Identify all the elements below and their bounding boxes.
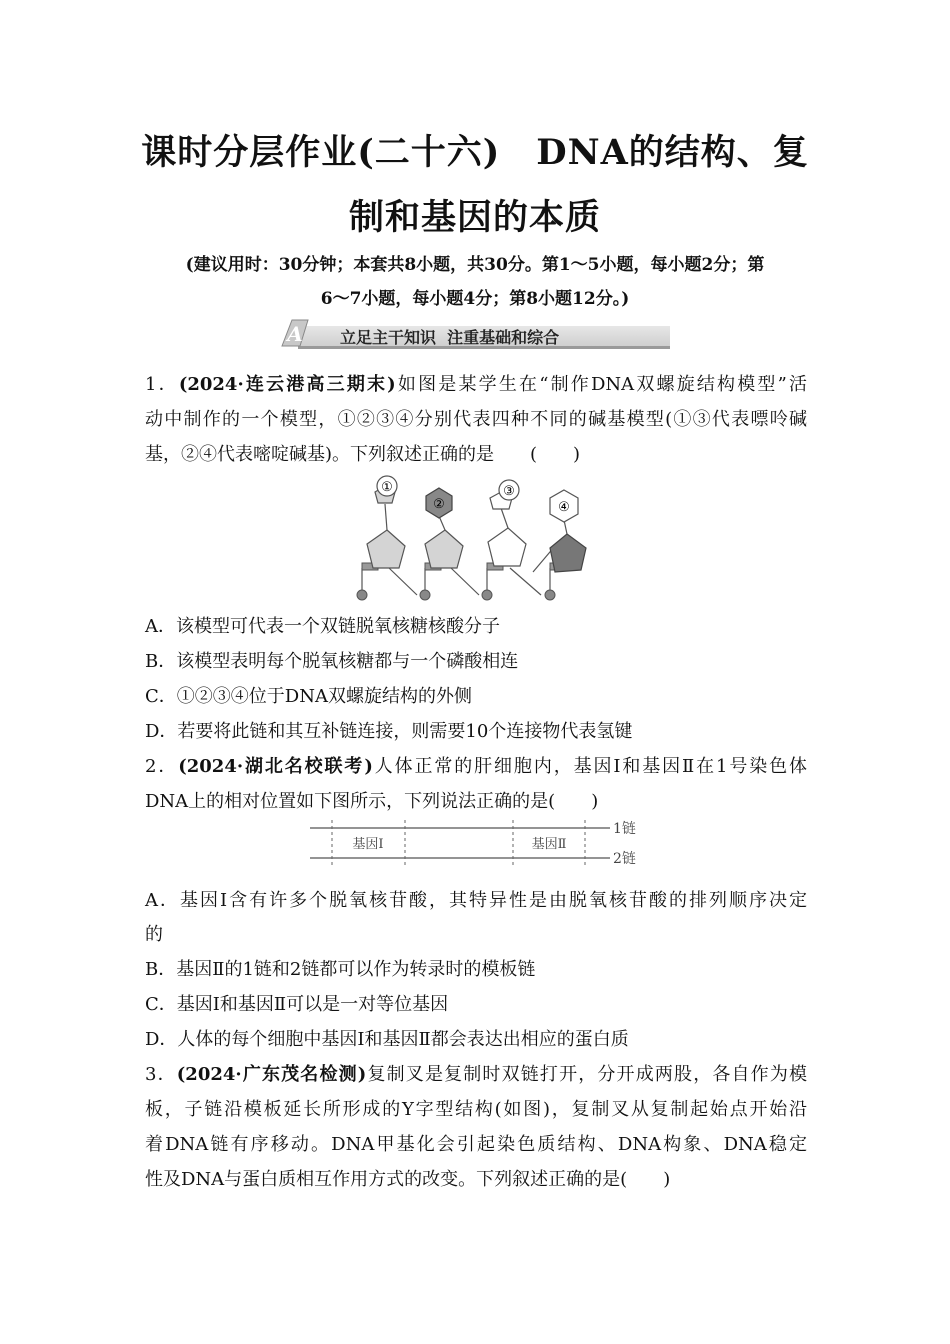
q2-stem-line-1 <box>145 752 807 778</box>
q2-stem-line-2: DNA上的相对位置如下图所示，下列说法正确的是( ) <box>145 791 599 812</box>
time-info-line-2: 6～7小题，每小题4分；第8小题12分。) <box>320 289 630 309</box>
page-title-line-1: 课时分层作业(二十六) DNA的结构、复 <box>141 132 809 173</box>
gene-1-label: 基因Ⅰ <box>352 837 384 852</box>
section-a-icon <box>278 318 312 348</box>
q3-stem-line-2: 板，子链沿模板延长所形成的Y字型结构(如图)，复制叉从复制起始点开始沿 <box>145 1099 807 1120</box>
q1-option-a: A．该模型可代表一个双链脱氧核糖核酸分子 <box>145 616 500 637</box>
q3-source: (2024·广东茂名检测) <box>176 1064 367 1085</box>
q2-number: 2． <box>145 756 179 777</box>
q3-stem-text-1: 复制叉是复制时双链打开，分开成两股，各自作为模 <box>366 1064 808 1085</box>
q2-option-c: C．基因Ⅰ和基因Ⅱ可以是一对等位基因 <box>145 994 449 1015</box>
q2-option-d: D．人体的每个细胞中基因Ⅰ和基因Ⅱ都会表达出相应的蛋白质 <box>145 1029 629 1050</box>
q1-option-d: D．若要将此链和其互补链连接，则需要10个连接物代表氢键 <box>145 721 633 742</box>
q1-option-c: C．①②③④位于DNA双螺旋结构的外侧 <box>145 686 472 707</box>
sugar-pentagon <box>550 534 586 572</box>
q1-number: 1． <box>145 374 179 395</box>
q1-stem-line-2: 动中制作的一个模型，①②③④分别代表四种不同的碱基模型(①③代表嘌呤碱 <box>145 409 807 430</box>
q3-stem-line-1 <box>145 1060 807 1086</box>
q3-stem-line-4: 性及DNA与蛋白质相互作用方式的改变。下列叙述正确的是( ) <box>145 1169 671 1190</box>
q1-option-b: B．该模型表明每个脱氧核糖都与一个磷酸相连 <box>145 651 519 672</box>
q1-nucleotide-figure <box>345 468 605 604</box>
page-title-line-2: 制和基因的本质 <box>348 197 601 238</box>
time-info-line-1: (建议用时：30分钟；本套共8小题，共30分。第1～5小题，每小题2分；第 <box>185 255 765 275</box>
phosphate-circle <box>545 590 555 600</box>
q2-source: (2024·湖北名校联考) <box>178 756 373 777</box>
q3-number: 3． <box>145 1064 177 1085</box>
phosphate-circle <box>482 590 492 600</box>
sugar-pentagon <box>488 528 526 566</box>
sugar-pentagon <box>425 530 463 568</box>
gene-2-label: 基因Ⅱ <box>531 837 567 852</box>
q2-gene-figure <box>310 818 650 870</box>
q2-stem-text-1: 人体正常的肝细胞内，基因Ⅰ和基因Ⅱ在1号染色体 <box>372 756 808 777</box>
phosphate-circle <box>420 590 430 600</box>
q1-stem-line-3: 基，②④代表嘧啶碱基)。下列叙述正确的是 ( ) <box>145 444 581 465</box>
q2-option-a-line-2: 的 <box>145 924 163 945</box>
base-label-2: ② <box>433 497 445 512</box>
section-letter: A <box>287 322 303 346</box>
chain-1-label: 1链 <box>613 821 636 837</box>
q1-source: (2024·连云港高三期末) <box>178 374 396 395</box>
base-label-1: ① <box>381 480 393 495</box>
q2-option-a-line-1: A．基因Ⅰ含有许多个脱氧核苷酸，其特异性是由脱氧核苷酸的排列顺序决定 <box>145 890 807 911</box>
phosphate-circle <box>357 590 367 600</box>
base-label-4: ④ <box>558 500 570 515</box>
q1-stem-text-1: 如图是某学生在“制作DNA双螺旋结构模型”活 <box>395 374 807 395</box>
sugar-pentagon <box>367 530 405 568</box>
q2-option-b: B．基因Ⅱ的1链和2链都可以作为转录时的模板链 <box>145 959 536 980</box>
chain-2-label: 2链 <box>613 851 636 867</box>
section-banner-text: 立足主干知识 注重基础和综合 <box>340 328 560 347</box>
q1-stem-line-1 <box>145 370 807 396</box>
base-label-3: ③ <box>503 484 515 499</box>
q3-stem-line-3: 着DNA链有序移动。DNA甲基化会引起染色质结构、DNA构象、DNA稳定 <box>145 1134 807 1155</box>
section-banner <box>278 318 670 350</box>
